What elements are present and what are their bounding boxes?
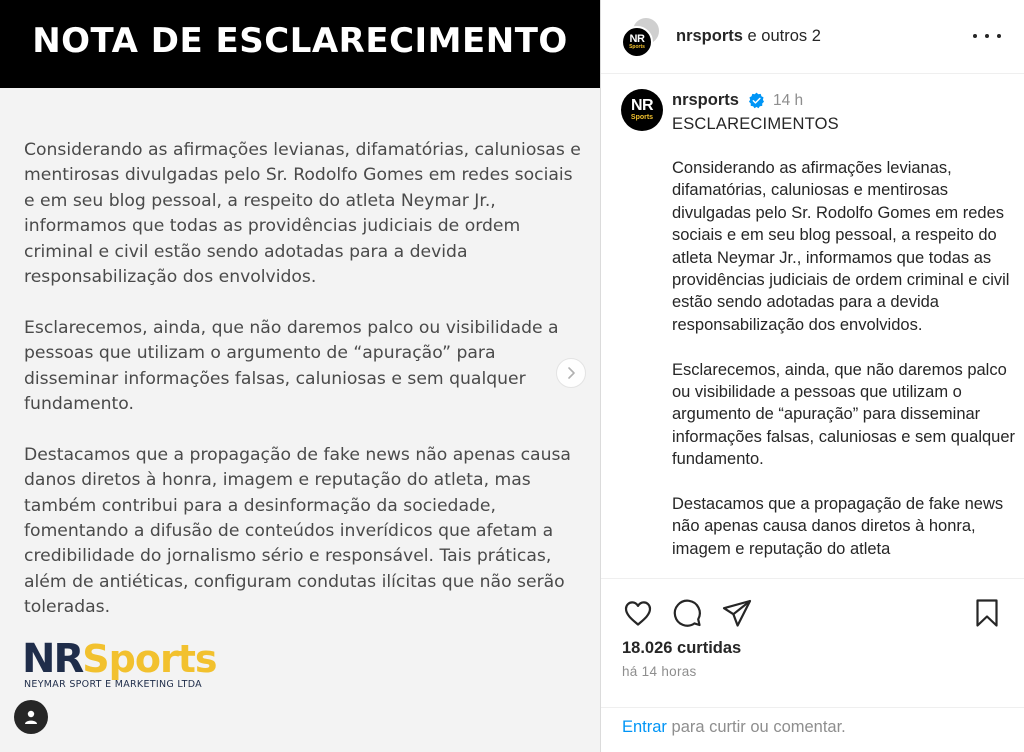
avatar-sports: Sports xyxy=(629,44,645,50)
caption-title: ESCLARECIMENTOS xyxy=(672,115,839,133)
avatar[interactable] xyxy=(621,89,663,131)
avatar xyxy=(621,26,653,58)
note-paragraph: Destacamos que a propagação de fake news não apenas causa danos diretos à honra, imagem e reputação do atleta, mas também contribui para a desinformação da sociedade, fomentando a difusão de conteúdos inverídicos que afetam a credibilidade do jornalismo sério e responsável. Tais práticas, além de antiéticas, configuram condutas ilícitas que não serão toleradas. xyxy=(24,444,571,618)
note-paragraph: Esclarecemos, ainda, que não daremos palco ou visibilidade a pessoas que utilizam o argumento de “apuração” para disseminar informações falsas, caluniosas e sem qualquer fundamento. xyxy=(24,317,559,415)
banner-title: NOTA DE ESCLARECIMENTO xyxy=(32,21,568,61)
chevron-right-icon xyxy=(564,366,578,380)
login-prompt xyxy=(601,707,1024,752)
post-age[interactable]: há 14 horas xyxy=(622,664,697,679)
tagged-users-button[interactable] xyxy=(14,700,48,734)
header-collab-text[interactable]: e outros 2 xyxy=(742,27,821,45)
caption-time[interactable]: 14 h xyxy=(773,92,804,109)
login-rest-text: para curtir ou comentar. xyxy=(666,718,846,736)
next-image-button[interactable] xyxy=(556,358,586,388)
caption-paragraph: Esclarecemos, ainda, que não daremos palco ou visibilidade a pessoas que utilizam o argumento de “apuração” para disseminar informações falsas, caluniosas e sem qualquer fundamento. xyxy=(672,360,1016,469)
note-paragraph: Considerando as afirmações levianas, difamatórias, caluniosas e mentirosas divulgadas pelo Sr. Rodolfo Gomes em redes sociais e em seu blog pessoal, a respeito do atleta Neymar Jr., informamos que todas as providências judiciais de ordem criminal e civil estão sendo adotadas para a devida responsabilização dos envolvidos. xyxy=(24,140,581,288)
login-text xyxy=(622,718,846,737)
avatar-sports: Sports xyxy=(630,113,654,121)
nr-sports-logo xyxy=(22,636,216,682)
comment-icon[interactable] xyxy=(671,597,703,629)
user-tag-icon xyxy=(23,709,39,725)
avatar-nr: NR xyxy=(629,33,645,45)
more-icon[interactable] xyxy=(973,24,1001,48)
caption-paragraph: Considerando as afirmações levianas, difamatórias, caluniosas e mentirosas divulgadas pelo Sr. Rodolfo Gomes em redes sociais e em seu blog pessoal, a respeito do atleta Neymar Jr., informamos que todas as providências judiciais de ordem criminal e civil estão sendo adotadas para a devida responsabilização dos envolvidos. xyxy=(672,159,1010,334)
caption-area[interactable] xyxy=(601,75,1024,578)
likes-count[interactable]: 18.026 curtidas xyxy=(622,639,742,657)
post-side-panel xyxy=(600,0,1024,752)
avatar-nr: NR xyxy=(630,96,654,114)
collab-avatars[interactable] xyxy=(621,16,663,58)
logo-nr: NR xyxy=(22,636,83,682)
logo-subtitle: NEYMAR SPORT E MARKETING LTDA xyxy=(24,679,202,690)
banner xyxy=(0,0,600,88)
post-actions xyxy=(601,578,1024,752)
bookmark-icon[interactable] xyxy=(971,597,1003,629)
logo-sports: Sports xyxy=(82,637,217,681)
header-account xyxy=(676,27,821,46)
heart-icon[interactable] xyxy=(622,597,654,629)
caption-text xyxy=(672,157,1017,578)
login-link[interactable]: Entrar xyxy=(622,718,667,736)
share-icon[interactable] xyxy=(721,597,753,629)
header-username[interactable]: nrsports xyxy=(676,27,743,45)
note-body xyxy=(24,138,584,646)
caption-paragraph: Destacamos que a propagação de fake news não apenas causa danos diretos à honra, imagem e reputação do atleta xyxy=(672,495,1004,558)
caption-username[interactable]: nrsports xyxy=(672,91,739,109)
verified-icon xyxy=(748,92,765,109)
post-header xyxy=(601,0,1024,74)
